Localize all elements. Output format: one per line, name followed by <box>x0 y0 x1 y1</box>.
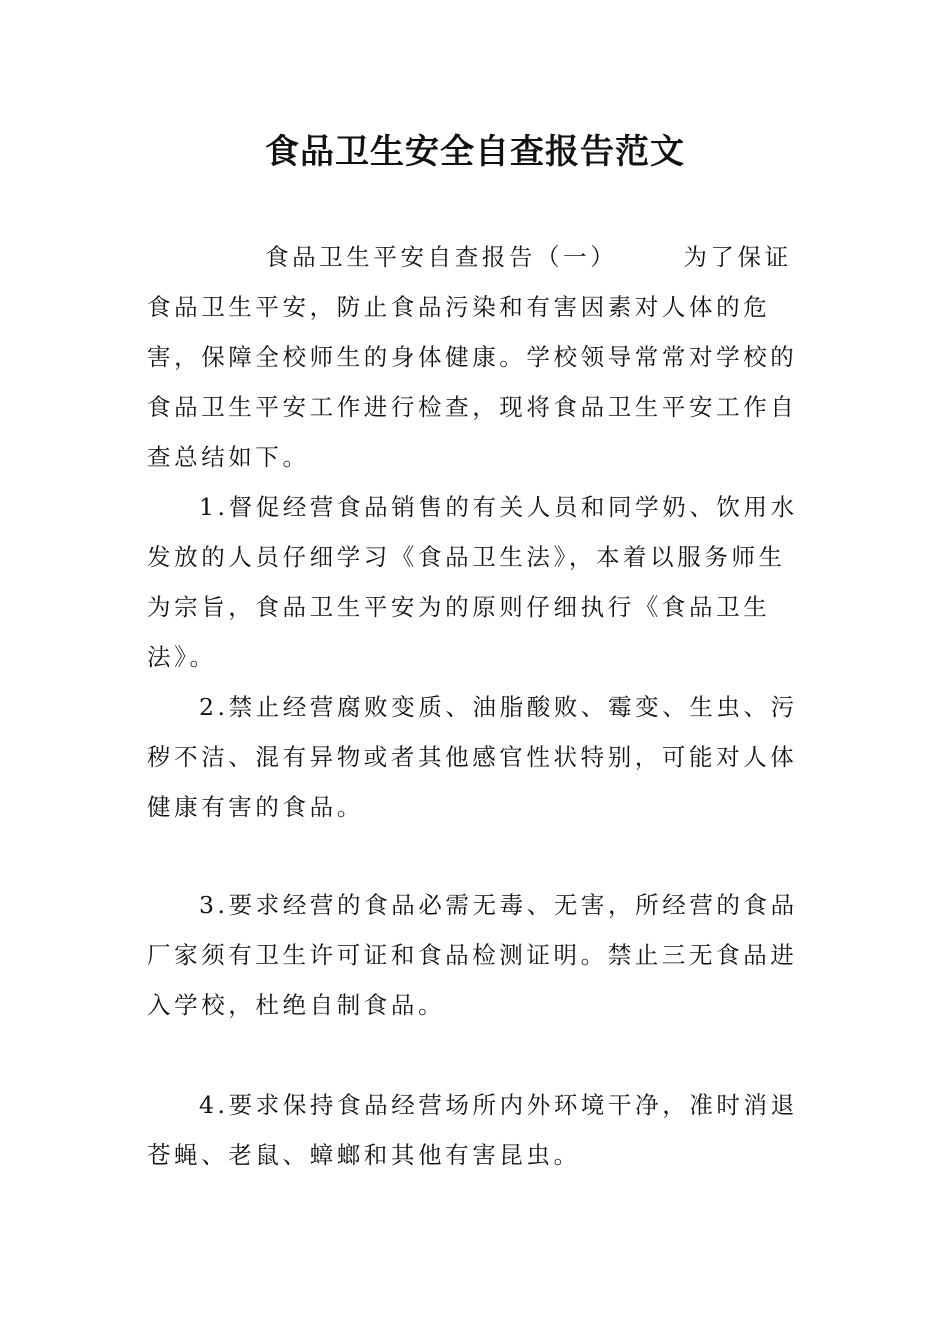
intro-paragraph <box>147 232 807 482</box>
item-paragraph-1: 1.督促经营食品销售的有关人员和同学奶、饮用水发放的人员仔细学习《食品卫生法》，本着以服务师生为宗旨，食品卫生平安为的原则仔细执行《食品卫生法》。 <box>147 493 798 671</box>
document-title: 食品卫生安全自查报告范文 <box>265 132 685 172</box>
intro-heading: 食品卫生平安自查报告（一） <box>265 243 618 271</box>
item-paragraph-4: 4.要求保持食品经营场所内外环境干净，准时消退苍蝇、老鼠、蟑螂和其他有害昆虫。 <box>147 1091 798 1169</box>
intro-body: 为了保证食品卫生平安，防止食品污染和有害因素对人体的危害，保障全校师生的身体健康。学校领导常常对学校的食品卫生平安工作进行检查，现将食品卫生平安工作自查总结如下。 <box>147 243 798 471</box>
item-paragraph-2: 2.禁止经营腐败变质、油脂酸败、霉变、生虫、污秽不洁、混有异物或者其他感官性状特别，可能对人体健康有害的食品。 <box>147 693 798 821</box>
item-paragraph-3: 3.要求经营的食品必需无毒、无害，所经营的食品厂家须有卫生许可证和食品检测证明。禁止三无食品进入学校，杜绝自制食品。 <box>147 891 798 1019</box>
